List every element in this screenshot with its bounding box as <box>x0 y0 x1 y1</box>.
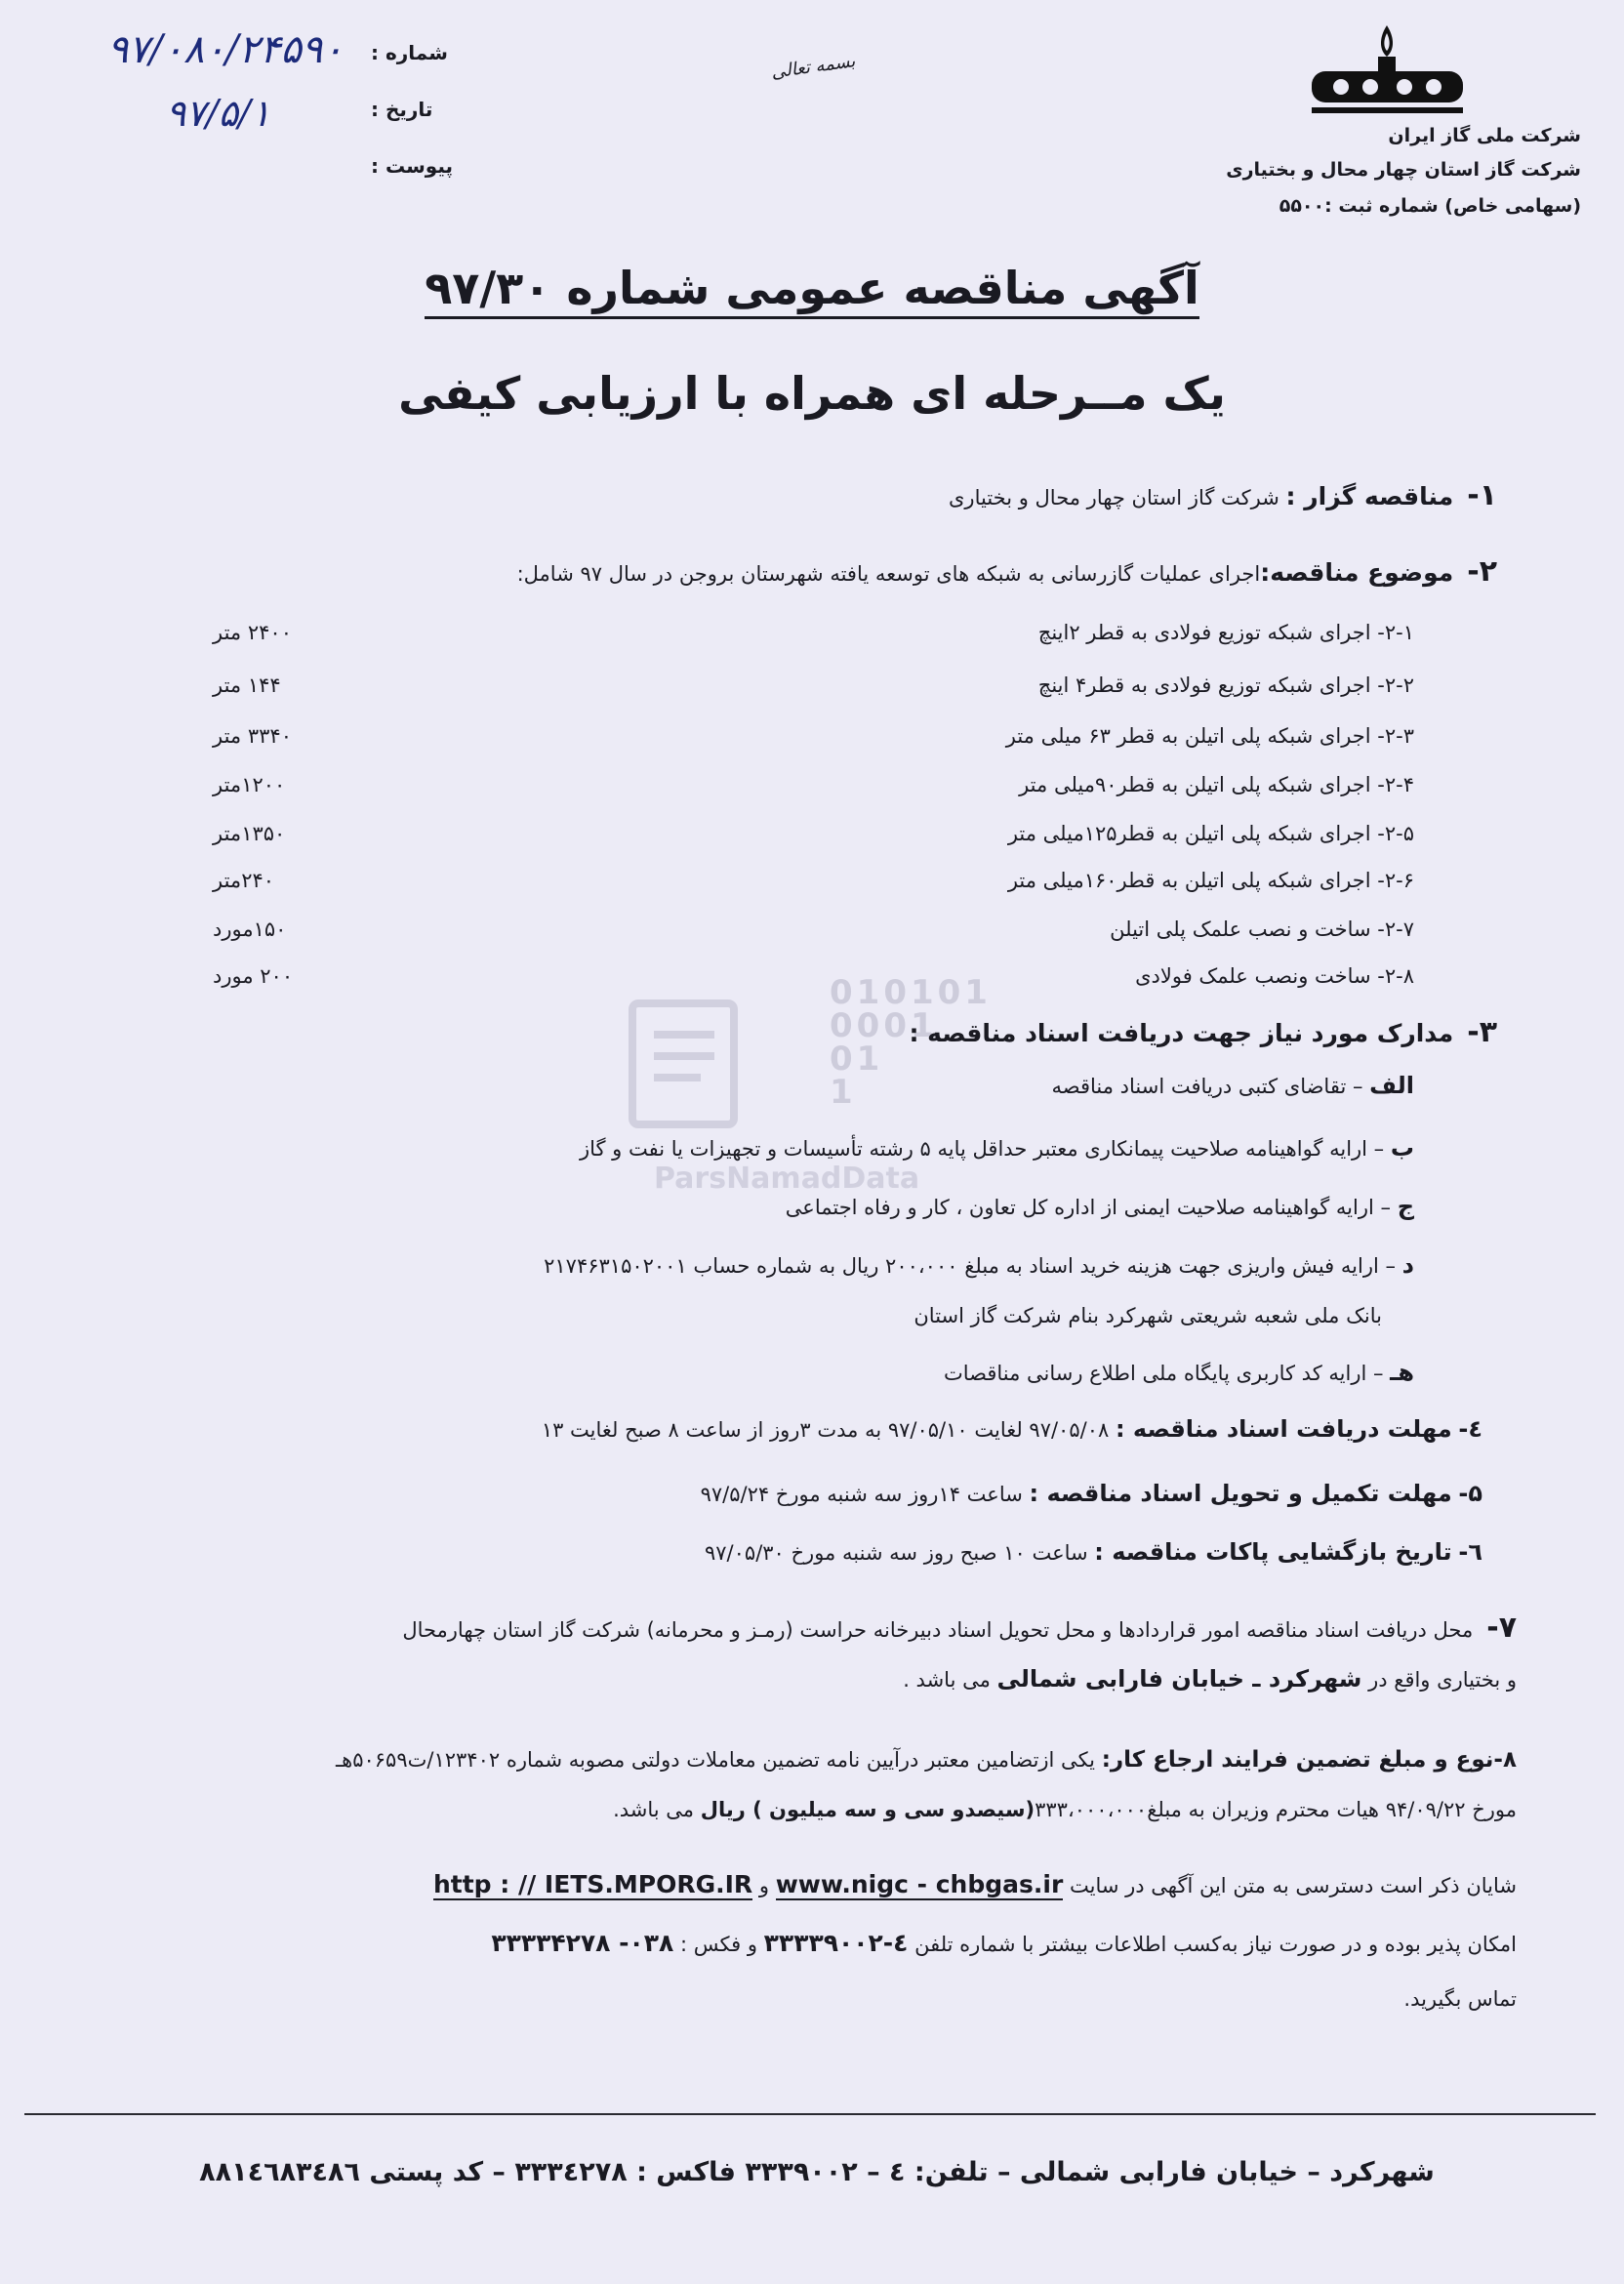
item-2-5: ۲-۵- اجرای شبکه پلی اتیلن به قطر۱۲۵میلی متر <box>1007 822 1414 845</box>
fax-number: ۰۳۸- ۳۳۳۳۴۲۷۸ <box>491 1929 674 1957</box>
doc-item-d: د – ارایه فیش واریزی جهت هزینه خرید اسناد به مبلغ ۲۰۰،۰۰۰ ریال به شماره حساب ۲۱۷۴۶۳۱۵۰۲۰۰۱ <box>544 1251 1414 1279</box>
qty-2-7: ۱۵۰مورد <box>213 918 287 941</box>
letter-number-handwritten: ۹۷/۰۸۰/۲۴۵۹۰ <box>107 27 344 72</box>
basmala-handwritten: بسمه تعالی <box>769 51 857 83</box>
notice-subtitle: یک مــرحله ای همراه با ارزیابی کیفی <box>398 367 1226 420</box>
section-7-line1: ۷-محل دریافت اسناد مناقصه امور قراردادها و محل تحویل اسناد دبیرخانه حراست (رمـز و محرمانه) شرکت گاز استان چهارمحال <box>402 1611 1517 1645</box>
qty-2-3: ۳۳۴۰ متر <box>213 724 292 748</box>
item-2-8: ۲-۸- ساخت ونصب علمک فولادی <box>1135 964 1414 988</box>
item-2-2: ۲-۲- اجرای شبکه توزیع فولادی به قطر۴ اینچ <box>1037 673 1414 697</box>
qty-2-4: ۱۲۰۰متر <box>213 773 286 796</box>
item-2-7: ۲-۷- ساخت و نصب علمک پلی اتیلن <box>1110 918 1414 941</box>
section-8-line2: مورخ ۹۴/۰۹/۲۲ هیات محترم وزیران به مبلغ۳۳۳،۰۰۰،۰۰۰(سیصدو سی و سه میلیون ) ریال می باشد. <box>613 1798 1517 1821</box>
qty-2-1: ۲۴۰۰ متر <box>213 621 292 644</box>
item-2-3: ۲-۳- اجرای شبکه پلی اتیلن به قطر ۶۳ میلی متر <box>1005 724 1414 748</box>
watermark-book-icon <box>625 996 742 1132</box>
section-5: ۵- مهلت تکمیل و تحویل اسناد مناقصه : ساعت ۱۴روز سه شنبه مورخ ۹۷/۵/۲۴ <box>700 1480 1482 1507</box>
access-line1: شایان ذکر است دسترسی به متن این آگهی در سایت www.nigc - chbgas.ir و http : // IETS.MPORG.IR <box>432 1870 1517 1898</box>
doc-item-a: الف – تقاضای کتبی دریافت اسناد مناقصه <box>1051 1072 1414 1099</box>
section-6: ٦- تاریخ بازگشایی پاکات مناقصه : ساعت ۱۰ صبح روز سه شنبه مورخ ۹۷/۰۵/۳۰ <box>705 1538 1482 1566</box>
watermark-bits: 010101 0001 01 1 <box>830 973 992 1112</box>
section-8-line1: ۸-نوع و مبلغ تضمین فرایند ارجاع کار: یکی ازتضامین معتبر درآیین نامه تضمین معاملات دولتی مصوبه شماره ۱۲۳۴۰۲/ت۵۰۶۵۹هـ <box>335 1747 1517 1773</box>
nigc-flame-logo <box>1302 18 1473 125</box>
item-2-1: ۲-۱- اجرای شبکه توزیع فولادی به قطر ۲اینچ <box>1037 621 1414 644</box>
section-2: ۲-موضوع مناقصه:اجرای عملیات گازرسانی به شبکه های توسعه یافته شهرستان بروجن در سال ۹۷ شامل: <box>516 554 1497 589</box>
footer-address: شهرکرد – خیابان فارابی شمالی – تلفن: ٤ – ۳۳۳۹۰۰۲ فاکس : ۳۳۳٤۲۷۸ – کد پستی ۸۸۱٤٦۸۳٤۸٦ <box>199 2157 1435 2187</box>
company-name-line1: شرکت ملی گاز ایران <box>1388 125 1581 146</box>
section-4: ٤- مهلت دریافت اسناد مناقصه : ۹۷/۰۵/۰۸ لغایت ۹۷/۰۵/۱۰ به مدت ۳روز از ساعت ۸ صبح لغایت ۱۳ <box>541 1415 1482 1443</box>
section-3: ۳-مدارک مورد نیاز جهت دریافت اسناد مناقصه : <box>909 1015 1497 1049</box>
section-1: ۱-مناقصه گزار : شرکت گاز استان چهار محال و بختیاری <box>949 478 1497 512</box>
qty-2-8: ۲۰۰ مورد <box>213 964 294 988</box>
doc-item-d-bank: بانک ملی شعبه شریعتی شهرکرد بنام شرکت گاز استان <box>914 1304 1382 1327</box>
qty-2-5: ۱۳۵۰متر <box>213 822 286 845</box>
date-label: تاریخ : <box>371 98 433 121</box>
doc-item-b: ب – ارایه گواهینامه صلاحیت پیمانکاری معتبر حداقل پایه ۵ رشته تأسیسات و تجهیزات یا نفت و گاز <box>579 1134 1414 1162</box>
phone-number: ٤-۳۳۳۳۹۰۰۲ <box>763 1929 909 1957</box>
access-line3: تماس بگیرید. <box>1403 1987 1517 2011</box>
qty-2-6: ۲۴۰متر <box>213 869 275 892</box>
item-2-6: ۲-۶- اجرای شبکه پلی اتیلن به قطر۱۶۰میلی متر <box>1007 869 1414 892</box>
footer-divider <box>24 2113 1596 2115</box>
doc-item-e: هـ – ارایه کد کاربری پایگاه ملی اطلاع رسانی مناقصات <box>943 1359 1414 1386</box>
iets-link[interactable]: http : // IETS.MPORG.IR <box>432 1870 753 1898</box>
company-registration: (سهامی خاص) شماره ثبت :۵۵۰۰ <box>1279 195 1581 217</box>
item-2-4: ۲-۴- اجرای شبکه پلی اتیلن به قطر۹۰میلی متر <box>1019 773 1414 796</box>
watermark-name: ParsNamadData <box>654 1162 920 1196</box>
access-line2: امکان پذیر بوده و در صورت نیاز به‌کسب اطلاعات بیشتر با شماره تلفن ٤-۳۳۳۳۹۰۰۲ و فکس : ۰۳۸- ۳۳۳۳۴۲۷۸ <box>491 1929 1517 1957</box>
section-7-line2: و بختیاری واقع در شهرکرد ـ خیابان فارابی شمالی می باشد . <box>903 1665 1517 1693</box>
website-link[interactable]: www.nigc - chbgas.ir <box>775 1870 1064 1898</box>
notice-title: آگهی مناقصه عمومی شماره ۹۷/۳۰ <box>0 262 1624 314</box>
letter-date-handwritten: ۹۷/۵/۱ <box>166 92 271 135</box>
company-name-line2: شرکت گاز استان چهار محال و بختیاری <box>1226 159 1581 181</box>
qty-2-2: ۱۴۴ متر <box>213 673 281 697</box>
doc-item-c: ج – ارایه گواهینامه صلاحیت ایمنی از اداره کل تعاون ، کار و رفاه اجتماعی <box>785 1193 1414 1220</box>
attachment-label: پیوست : <box>371 154 454 178</box>
number-label: شماره : <box>371 41 448 64</box>
